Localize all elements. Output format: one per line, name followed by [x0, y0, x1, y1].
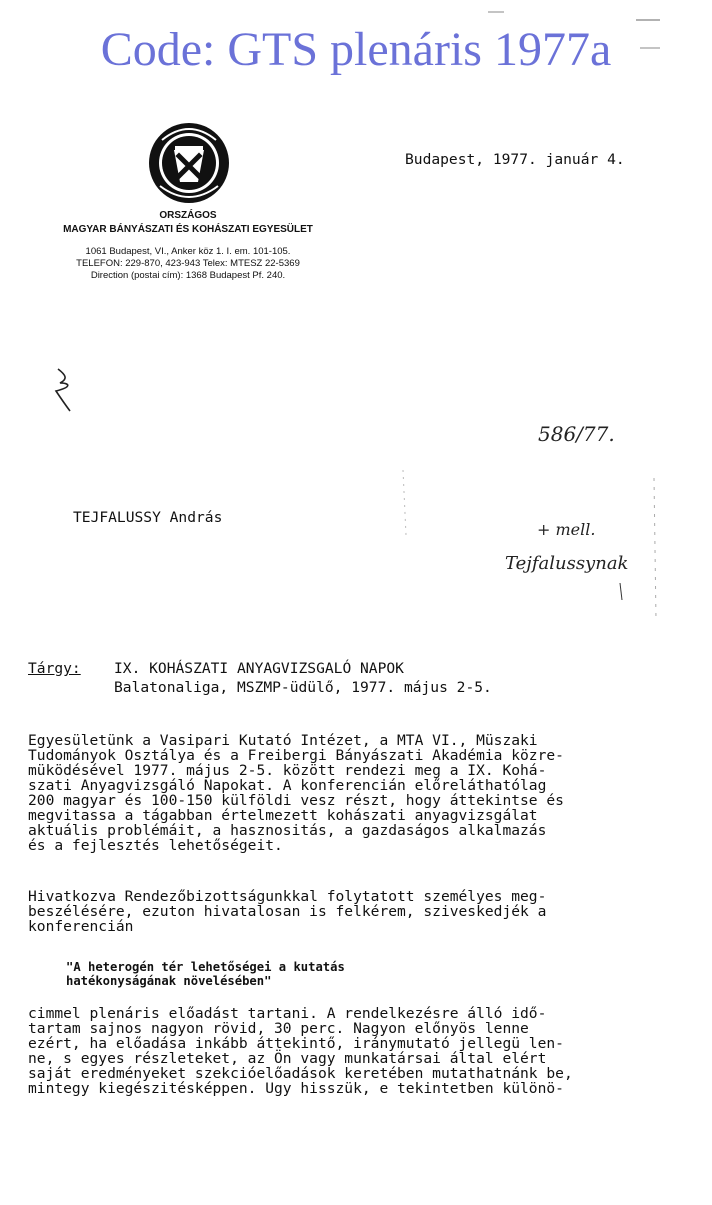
ombke-emblem-icon — [146, 120, 232, 206]
text-line: konferencián — [28, 918, 134, 935]
handwritten-mark-icon — [50, 365, 86, 413]
subject-label: Tárgy: — [28, 660, 81, 677]
text-line: Egyesületünk a Vasipari Kutató Intézet, a MTA VI., Müszaki — [28, 732, 538, 749]
text-line: megvitassa a tágabban értelmezett kohászati anyagvizsgálat — [28, 807, 538, 824]
org-full-name: MAGYAR BÁNYÁSZATI ÉS KOHÁSZATI EGYESÜLET — [63, 224, 313, 235]
org-phone-telex: TELEFON: 229-870, 423-943 Telex: MTESZ 22-5369 — [76, 258, 300, 269]
text-line: müködésével 1977. május 2-5. között rendezi meg a IX. Kohá- — [28, 762, 547, 779]
handwritten-note-enclosure: + mell. — [537, 520, 596, 539]
body-paragraph-1 — [28, 733, 564, 853]
code-title: Code: GTS plenáris 1977a — [100, 23, 612, 76]
org-name: ORSZÁGOS — [159, 210, 217, 221]
subject-line: Balatonaliga, MSZMP-üdülő, 1977. május 2-5. — [114, 679, 492, 696]
quote-line: hatékonyságának növelésében" — [66, 974, 272, 988]
text-line: cimmel plenáris előadást tartani. A rendelkezésre álló idő- — [28, 1005, 547, 1022]
text-line: ezért, ha előadása inkább áttekintő, iránymutató jellegü len- — [28, 1035, 564, 1052]
text-line: Tudományok Osztálya és a Freibergi Bányászati Akadémia közre- — [28, 747, 564, 764]
text-line: szati Anyagvizsgáló Napokat. A konferencián előreláthatólag — [28, 777, 547, 794]
letter-date: Budapest, 1977. január 4. — [405, 151, 625, 168]
text-line: 200 magyar és 100-150 külföldi vesz részt, hogy áttekintse és — [28, 792, 564, 809]
handwritten-note-name: Tejfalussynak — [505, 553, 629, 574]
text-line: aktuális problémáit, a hasznositás, a gazdaságos alkalmazás — [28, 822, 547, 839]
addressee: TEJFALUSSY András — [73, 509, 223, 526]
body-paragraph-3 — [28, 1006, 573, 1096]
org-postal-address: Direction (postai cím): 1368 Budapest Pf. 240. — [90, 270, 286, 281]
lecture-title-quote — [66, 960, 345, 988]
reference-number: 586/77. — [538, 422, 615, 446]
text-line: ne, s egyes részleteket, az Ön vagy munkatársai által elért — [28, 1050, 547, 1067]
subject-line: IX. KOHÁSZATI ANYAGVIZSGALÓ NAPOK — [114, 660, 404, 677]
text-line: tartam sajnos nagyon rövid, 30 perc. Nagyon előnyös lenne — [28, 1020, 529, 1037]
body-paragraph-2 — [28, 889, 546, 934]
quote-line: "A heterogén tér lehetőségei a kutatás — [66, 960, 345, 974]
text-line: Hivatkozva Rendezőbizottságunkkal folytatott személyes meg- — [28, 888, 547, 905]
text-line: mintegy kiegészitésképpen. Ugy hisszük, e tekintetben különö- — [28, 1080, 564, 1097]
text-line: saját eredményeket szekcióelőadások keretében mutathatnánk be, — [28, 1065, 573, 1082]
text-line: beszélésére, ezuton hivatalosan is felkérem, sziveskedjék a — [28, 903, 547, 920]
org-address: 1061 Budapest, VI., Anker köz 1. I. em. 101-105. — [85, 246, 291, 257]
text-line: és a fejlesztés lehetőségeit. — [28, 837, 283, 854]
